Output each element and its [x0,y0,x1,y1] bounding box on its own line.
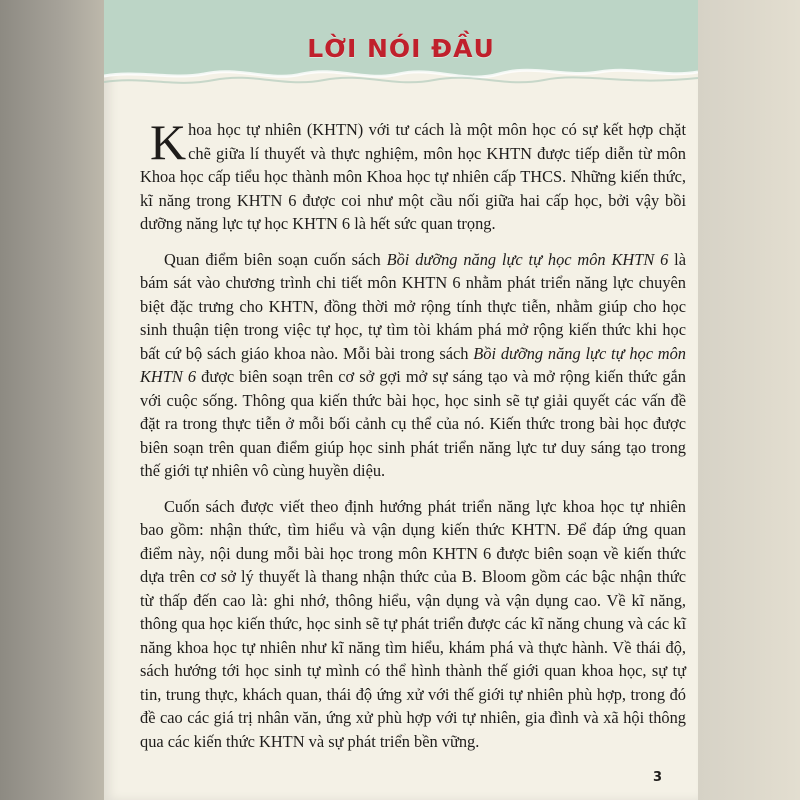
background-surface [698,0,800,800]
book-title-italic-1: Bồi dưỡng năng lực tự học môn KHTN 6 [386,249,669,269]
page-title: LỜI NÓI ĐẦU [307,34,495,63]
paragraph-intro [140,114,686,236]
drop-cap: K [150,114,187,170]
book-page [104,0,698,800]
paragraph-approach [140,248,686,483]
paragraph-approach-text-3: được biên soạn trên cơ sở gợi mở sự sáng tạo và mở rộng kiến thức gắn với cuộc sống. Thông qua kiến thức bài học, học sinh sẽ tự giải quyết các vấn đề đặt ra trong thực tiễn ở mỗi bối cảnh cụ thể của nó. Kiến thức trong bài học được biên soạn trên quan điểm giúp học sinh phát triển năng lực tư duy sáng tạo trong thế giới tự nhiên vô cùng huyền diệu. [140,367,686,480]
book-title-italic-2: Bồi dưỡng năng lực tự học môn KHTN 6 [140,343,687,386]
book-spine-shadow [0,0,104,800]
paragraph-intro-text: hoa học tự nhiên (KHTN) với tư cách là một môn học có sự kết hợp chặt chẽ giữa lí thuyết và thực nghiệm, môn học KHTN được tiếp diễn từ môn Khoa học cấp tiểu học thành môn Khoa học tự nhiên cấp THCS. Những kiến thức, kĩ năng trong KHTN 6 được coi như một cầu nối giữa hai cấp học, bởi vậy bồi dưỡng năng lực tự học KHTN 6 là hết sức quan trọng. [140,120,686,233]
body-text [140,114,687,765]
page-number: 3 [652,770,662,785]
paragraph-approach-text-2: là bám sát vào chương trình chi tiết môn KHTN 6 nhằm phát triển năng lực chuyên biệt đặc trưng cho KHTN, đồng thời mở rộng tính thực tiễn, nhằm giúp cho học sinh thuận tiện trong việc tự học, tự tìm tòi khám phá mở rộng kiến thức khi học bất cứ bộ sách giáo khoa nào. Mỗi bài trong sách [140,249,686,363]
paragraph-approach-text-1: Quan điểm biên soạn cuốn sách [164,249,387,269]
header-band [104,0,698,96]
paragraph-orientation: Cuốn sách được viết theo định hướng phát triển năng lực khoa học tự nhiên bao gồm: nhận thức, tìm hiểu và vận dụng kiến thức KHTN. Để đáp ứng quan điểm này, nội dung mỗi bài học trong môn KHTN 6 được biên soạn về kiến thức dựa trên cơ sở lý thuyết là thang nhận thức của B. Bloom gồm các bậc nhận thức từ thấp đến cao là: ghi nhớ, thông hiểu, vận dụng và vận dụng cao. Về kĩ năng, thông qua học kiến thức, học sinh sẽ tự phát triển được các kĩ năng chung và các kĩ năng khoa học tự nhiên như kĩ năng tìm hiểu, khám phá và thực hành. Về thái độ, sách hướng tới học sinh tự mình có thể hình thành thế giới quan khoa học, sự tự tin, trung thực, khách quan, thái độ ứng xử với thế giới tự nhiên phù hợp, trong đó đề cao các giá trị nhân văn, ứng xử phù hợp với tự nhiên, gia đình và xã hội thông qua các kiến thức KHTN và sự phát triển bền vững. [140,496,686,751]
